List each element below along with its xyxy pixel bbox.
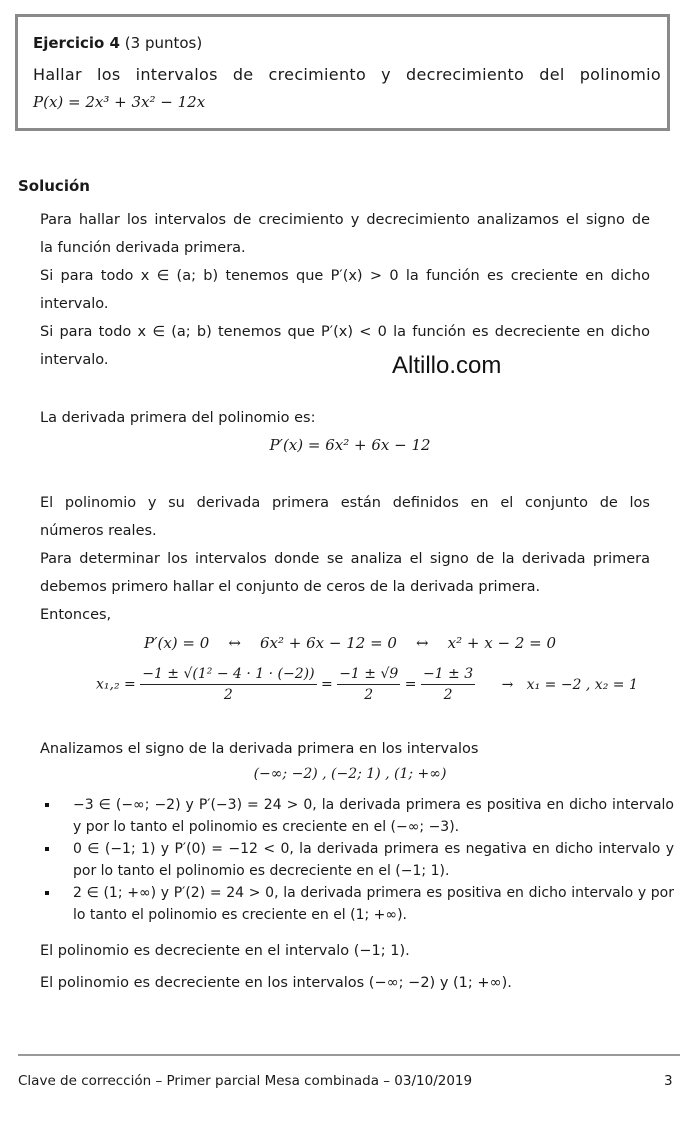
roots-fraction-2-denominator: 2 (364, 687, 374, 703)
solution-heading: Solución (18, 177, 90, 195)
conclusion-intervals: El polinomio es decreciente en los intervalos (−∞; −2) y (1; +∞). (40, 975, 512, 991)
exercise-points: (3 puntos) (124, 34, 203, 52)
roots-lhs: x₁,₂ = (96, 676, 136, 693)
exercise-title: Ejercicio 4 (33, 34, 120, 52)
rule-decreasing-line-2: intervalo. (40, 352, 109, 368)
roots-fraction-1 (140, 666, 316, 703)
rule-increasing-line-1: Si para todo x ∈ (a; b) tenemos que P′(x) > 0 la función es creciente en dicho (40, 268, 650, 284)
rule-increasing-line-2: intervalo. (40, 296, 109, 312)
roots-result: → x₁ = −2 , x₂ = 1 (501, 676, 638, 693)
zeros-line-1: Para determinar los intervalos donde se analiza el signo de la derivada primera (40, 551, 650, 567)
roots-fraction-3-denominator: 2 (443, 687, 453, 703)
zeros-equation: P′(x) = 0 ↔ 6x² + 6x − 12 = 0 ↔ x² + x − 2 = 0 (143, 634, 557, 652)
derivative-formula: P′(x) = 6x² + 6x − 12 (269, 436, 431, 454)
exercise-statement: Hallar los intervalos de crecimiento y decrecimiento del polinomio (33, 65, 661, 84)
domain-line-2: números reales. (40, 523, 157, 539)
page-number: 3 (664, 1073, 673, 1089)
sign-analysis-list (40, 794, 674, 926)
footer-text: Clave de corrección – Primer parcial Mesa combinada – 03/10/2019 (18, 1073, 473, 1089)
roots-fraction-3-numerator: −1 ± 3 (421, 666, 475, 685)
list-item: −3 ∈ (−∞; −2) y P′(−3) = 24 > 0, la derivada primera es positiva en dicho intervalo y por lo tanto el polinomio es creciente en el (−∞; −3). (40, 794, 674, 838)
intro-line-1: Para hallar los intervalos de crecimiento y decrecimiento analizamos el signo de (40, 212, 650, 228)
list-item: 2 ∈ (1; +∞) y P′(2) = 24 > 0, la derivada primera es positiva en dicho intervalo y por lo tanto el polinomio es creciente en el (1; +∞). (40, 882, 674, 926)
footer-divider (18, 1054, 680, 1056)
roots-fraction-3 (421, 666, 475, 703)
roots-fraction-2-numerator: −1 ± √9 (337, 666, 400, 685)
zeros-line-2: debemos primero hallar el conjunto de ceros de la derivada primera. (40, 579, 541, 595)
exercise-heading (33, 34, 202, 52)
exercise-box (15, 14, 670, 131)
roots-formula: x₁,₂ = $\frac{\text{−1 ± √(1² − 4 · 1 · (−2))}}{2}$ = $\frac{-1 \pm √9}{2}$ = $\frac{-1 \pm 3}{2}$ → x₁ = −2 , x₂ = 1 (96, 666, 638, 703)
rule-decreasing-line-1: Si para todo x ∈ (a; b) tenemos que P′(x) < 0 la función es decreciente en dicho (40, 324, 650, 340)
roots-fraction-2 (337, 666, 400, 703)
intro-line-2: la función derivada primera. (40, 240, 246, 256)
roots-fraction-1-denominator: 2 (223, 687, 233, 703)
derivative-intro: La derivada primera del polinomio es: (40, 410, 316, 426)
watermark: Altillo.com (392, 352, 502, 379)
intervals-list: (−∞; −2) , (−2; 1) , (1; +∞) (253, 766, 447, 782)
then-label: Entonces, (40, 607, 112, 623)
conclusion-decreasing: El polinomio es decreciente en el intervalo (−1; 1). (40, 943, 410, 959)
domain-line-1: El polinomio y su derivada primera están definidos en el conjunto de los (40, 495, 650, 511)
analysis-intro: Analizamos el signo de la derivada primera en los intervalos (40, 741, 479, 757)
exercise-polynomial: P(x) = 2x³ + 3x² − 12x (33, 93, 206, 111)
roots-fraction-1-numerator: −1 ± √(1² − 4 · 1 · (−2)) (140, 666, 316, 685)
list-item: 0 ∈ (−1; 1) y P′(0) = −12 < 0, la derivada primera es negativa en dicho intervalo y por lo tanto el polinomio es decreciente en el (−1; 1). (40, 838, 674, 882)
